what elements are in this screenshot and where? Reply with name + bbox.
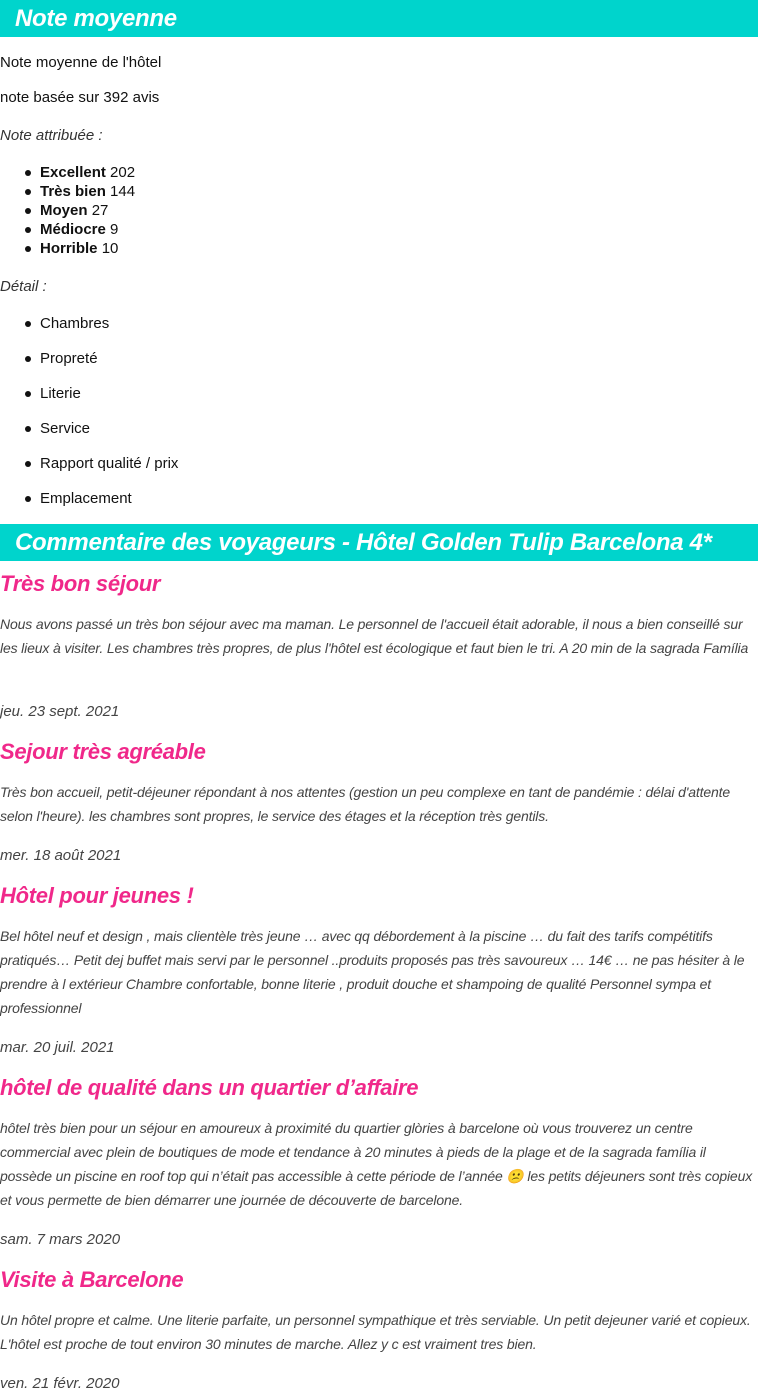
- review-title: Visite à Barcelone: [0, 1267, 184, 1292]
- detail-item: Emplacement: [0, 489, 178, 524]
- detail-list: [0, 314, 178, 524]
- review-date: mar. 20 juil. 2021: [0, 1039, 115, 1056]
- review-date: mer. 18 août 2021: [0, 847, 122, 864]
- rating-name: Excellent: [40, 164, 106, 181]
- review-title: Très bon séjour: [0, 571, 161, 596]
- rating-count: 10: [101, 240, 119, 257]
- rating-count: 9: [110, 221, 119, 238]
- review-date: jeu. 23 sept. 2021: [0, 703, 120, 720]
- review-title: Hôtel pour jeunes !: [0, 883, 194, 908]
- rating-name: Médiocre: [40, 221, 106, 238]
- review-body: hôtel très bien pour un séjour en amoureux à proximité du quartier glòries à barcelone où vous trouverez un centre commercial avec plein de boutiques de mode et tendance à 20 minutes à pieds de la plage et de la sagrada família il possède un piscine en roof top qui n’était pas accessible à cette période de l’année 😕 les petits déjeuners sont très copieux et vous permette de bien démarrer une journée de découverte de barcelone.: [0, 1120, 753, 1208]
- average-rating-title: Note moyenne de l'hôtel: [0, 54, 162, 71]
- review-date: sam. 7 mars 2020: [0, 1231, 121, 1248]
- rating-item-horrible: [0, 239, 135, 258]
- rating-count: 27: [91, 202, 109, 219]
- rating-item-tres-bien: [0, 182, 135, 201]
- review-date: ven. 21 févr. 2020: [0, 1375, 120, 1392]
- rating-name: Très bien: [40, 183, 106, 200]
- detail-item: Literie: [0, 384, 178, 419]
- review-count-text: note basée sur 392 avis: [0, 89, 160, 106]
- rating-count: 144: [110, 183, 136, 200]
- detail-item: Chambres: [0, 314, 178, 349]
- review-body: Nous avons passé un très bon séjour avec ma maman. Le personnel de l'accueil était adorable, il nous a bien conseillé sur les lieux à visiter. Les chambres très propres, de plus l'hôtel est écologique et faut bien le tri. A 20 min de la sagrada Família: [0, 616, 749, 656]
- rating-name: Horrible: [40, 240, 98, 257]
- detail-item: Propreté: [0, 349, 178, 384]
- detail-label: Détail :: [0, 278, 47, 295]
- ratings-label: Note attribuée :: [0, 127, 103, 144]
- rating-name: Moyen: [40, 202, 88, 219]
- rating-count: 202: [110, 164, 136, 181]
- review-body: Très bon accueil, petit-déjeuner répondant à nos attentes (gestion un peu complexe en tant de pandémie : délai d'attente selon l'heure). les chambres sont propres, le service des étages et la réception très gentils.: [0, 784, 731, 824]
- review-body: Bel hôtel neuf et design , mais clientèle très jeune … avec qq débordement à la piscine … du fait des tarifs compétitifs pratiqués… Petit dej buffet mais servi par le personnel ..produits proposés pas très savoureux … 14€ … ne pas hésiter à le prendre à l extérieur Chambre confortable, bonne literie , produit douche et shampoing de qualité Personnel sympa et professionnel: [0, 928, 745, 1016]
- reviews-section-heading: Commentaire des voyageurs - Hôtel Golden Tulip Barcelona 4*: [0, 524, 758, 561]
- detail-item: Rapport qualité / prix: [0, 454, 178, 489]
- review-title: Sejour très agréable: [0, 739, 206, 764]
- ratings-list: [0, 163, 135, 258]
- rating-section-heading: Note moyenne: [0, 0, 758, 37]
- review-title: hôtel de qualité dans un quartier d’affaire: [0, 1075, 419, 1100]
- rating-item-mediocre: [0, 220, 135, 239]
- rating-item-excellent: [0, 163, 135, 182]
- rating-item-moyen: [0, 201, 135, 220]
- detail-item: Service: [0, 419, 178, 454]
- review-body: Un hôtel propre et calme. Une literie parfaite, un personnel sympathique et très serviable. Un petit dejeuner varié et copieux. L'hôtel est proche de tout environ 30 minutes de marche. Allez y c est vraiment tres bien.: [0, 1312, 751, 1352]
